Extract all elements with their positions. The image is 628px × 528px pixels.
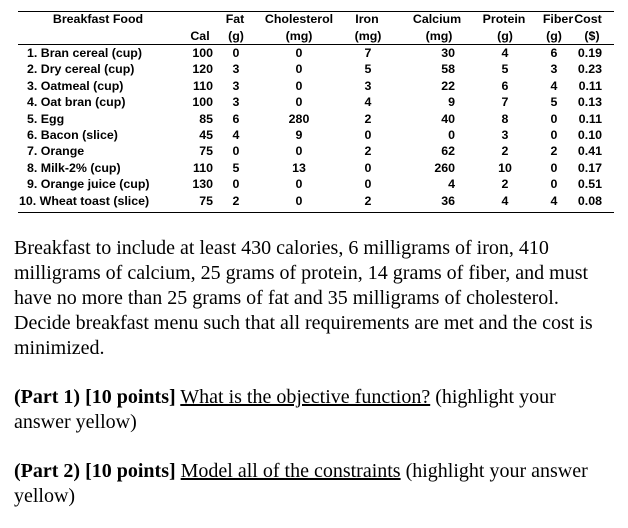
cholesterol-value: 0 [295, 144, 303, 159]
fiber-value: 0 [550, 111, 558, 126]
calcium-value: 30 [441, 46, 455, 60]
fat-value: 0 [232, 177, 240, 192]
part2-prompt [14, 459, 614, 509]
calcium-value: 4 [448, 177, 455, 192]
calcium-value: 36 [441, 193, 455, 208]
fiber-value: 2 [550, 144, 558, 159]
fat-value: 2 [232, 193, 240, 208]
iron-value: 5 [364, 62, 372, 77]
cal-value: 120 [192, 62, 213, 77]
cal-value: 100 [192, 46, 213, 60]
food-name: 4. Oat bran (cup) [27, 95, 126, 110]
header-cholesterol: Cholesterol [264, 12, 334, 26]
cal-value: 110 [193, 160, 213, 175]
part2-label: (Part 2) [10 points] [14, 460, 176, 482]
cholesterol-value: 0 [295, 193, 303, 208]
calcium-value: 40 [441, 111, 455, 126]
unit-cholesterol: (mg) [285, 29, 313, 43]
fat-value: 5 [232, 160, 240, 175]
fiber-value: 4 [550, 193, 558, 208]
protein-value: 6 [501, 78, 509, 93]
cost-value: 0.23 [577, 62, 602, 77]
header-cost: Cost [574, 12, 602, 26]
fat-value: 4 [232, 128, 240, 142]
fat-value: 3 [232, 62, 240, 77]
fat-value: 0 [232, 144, 240, 159]
cost-value: 0.11 [578, 111, 602, 126]
cost-value: 0.41 [577, 144, 602, 159]
unit-cost: ($) [584, 29, 600, 43]
unit-fiber: (g) [546, 29, 562, 43]
food-name: 5. Egg [27, 111, 65, 126]
calcium-value: 22 [441, 78, 455, 93]
unit-fat: (g) [228, 29, 244, 43]
header-protein: Protein [482, 12, 526, 26]
fiber-value: 0 [550, 128, 558, 142]
calcium-value: 0 [448, 128, 455, 142]
header-breakfast-food: Breakfast Food [52, 12, 144, 26]
food-name: 10. Wheat toast (slice) [19, 193, 150, 208]
fat-value: 0 [232, 46, 240, 60]
protein-value: 10 [498, 160, 512, 175]
food-name: 9. Orange juice (cup) [27, 177, 150, 192]
cholesterol-value: 9 [295, 128, 303, 142]
header-fat: Fat [225, 12, 245, 26]
paragraph-spacer [14, 435, 614, 459]
calcium-value: 58 [441, 62, 455, 77]
cost-value: 0.17 [577, 160, 602, 175]
calcium-value: 9 [448, 95, 455, 110]
problem-statement: Breakfast to include at least 430 calories, 6 milligrams of iron, 410 milligrams of calcium, 25 grams of protein, 14 grams of fiber, and must have no more than 25 grams of fat and 35 milligrams of cholesterol. Decide breakfast menu such that all requirements are met and the cost is minimized. [14, 237, 593, 359]
unit-iron: (mg) [354, 29, 382, 43]
cal-value: 85 [199, 111, 213, 126]
cost-value: 0.19 [577, 46, 602, 60]
protein-value: 2 [501, 177, 509, 192]
cholesterol-value: 0 [295, 95, 303, 110]
cholesterol-value: 13 [292, 160, 306, 175]
header-iron: Iron [355, 12, 379, 26]
protein-value: 7 [501, 95, 509, 110]
cost-value: 0.13 [577, 95, 602, 110]
protein-value: 5 [501, 62, 509, 77]
part1-prompt [14, 385, 614, 435]
cal-value: 75 [199, 193, 213, 208]
cal-value: 110 [193, 78, 213, 93]
part1-note: (highlight your answer yellow) [14, 386, 556, 433]
iron-value: 2 [364, 111, 372, 126]
iron-value: 3 [364, 78, 372, 93]
cost-value: 0.51 [577, 177, 602, 192]
protein-value: 4 [501, 46, 509, 60]
part2-question: Model all of the constraints [180, 460, 401, 482]
protein-value: 8 [501, 111, 509, 126]
part1-question: What is the objective function? [180, 386, 431, 408]
part1-label: (Part 1) [10 points] [14, 386, 176, 408]
cholesterol-value: 0 [295, 78, 303, 93]
fiber-value: 0 [550, 177, 558, 192]
fiber-value: 6 [550, 46, 558, 60]
calcium-value: 62 [441, 144, 455, 159]
fiber-value: 4 [550, 78, 558, 93]
calcium-value: 260 [434, 160, 455, 175]
part2-note: (highlight your answer yellow) [14, 460, 588, 507]
iron-value: 0 [364, 177, 372, 192]
nutrition-table [14, 10, 614, 215]
cal-value: 130 [192, 177, 213, 192]
fat-value: 3 [232, 78, 240, 93]
iron-value: 0 [364, 128, 372, 142]
problem-text [14, 236, 614, 509]
food-name: 3. Oatmeal (cup) [27, 78, 124, 93]
unit-calcium: (mg) [425, 29, 453, 43]
fiber-value: 0 [550, 160, 558, 175]
cost-value: 0.11 [578, 78, 602, 93]
header-fiber: Fiber [542, 12, 574, 26]
food-name: 2. Dry cereal (cup) [27, 62, 135, 77]
cal-value: 75 [199, 144, 213, 159]
cost-value: 0.08 [577, 193, 602, 208]
cal-value: 100 [192, 95, 213, 110]
cholesterol-value: 280 [288, 111, 310, 126]
unit-protein: (g) [497, 29, 513, 43]
food-name: 7. Orange [27, 144, 85, 159]
iron-value: 2 [364, 144, 372, 159]
protein-value: 3 [501, 128, 509, 142]
paragraph-spacer [14, 361, 614, 385]
cost-value: 0.10 [577, 128, 602, 142]
fat-value: 3 [232, 95, 240, 110]
header-cal: Cal [190, 29, 210, 43]
food-name: 6. Bacon (slice) [27, 128, 118, 142]
iron-value: 4 [364, 95, 372, 110]
food-name: 8. Milk-2% (cup) [27, 160, 121, 175]
fat-value: 6 [232, 111, 240, 126]
protein-value: 4 [501, 193, 509, 208]
iron-value: 0 [364, 160, 372, 175]
fiber-value: 5 [550, 95, 558, 110]
cholesterol-value: 0 [295, 46, 303, 60]
iron-value: 2 [364, 193, 372, 208]
protein-value: 2 [501, 144, 509, 159]
food-name: 1. Bran cereal (cup) [27, 46, 143, 60]
iron-value: 7 [364, 46, 372, 60]
table-bottom-rule [18, 212, 614, 213]
cholesterol-value: 0 [295, 62, 303, 77]
header-calcium: Calcium [412, 12, 462, 26]
cal-value: 45 [199, 128, 213, 142]
fiber-value: 3 [550, 62, 558, 77]
cholesterol-value: 0 [295, 177, 303, 192]
